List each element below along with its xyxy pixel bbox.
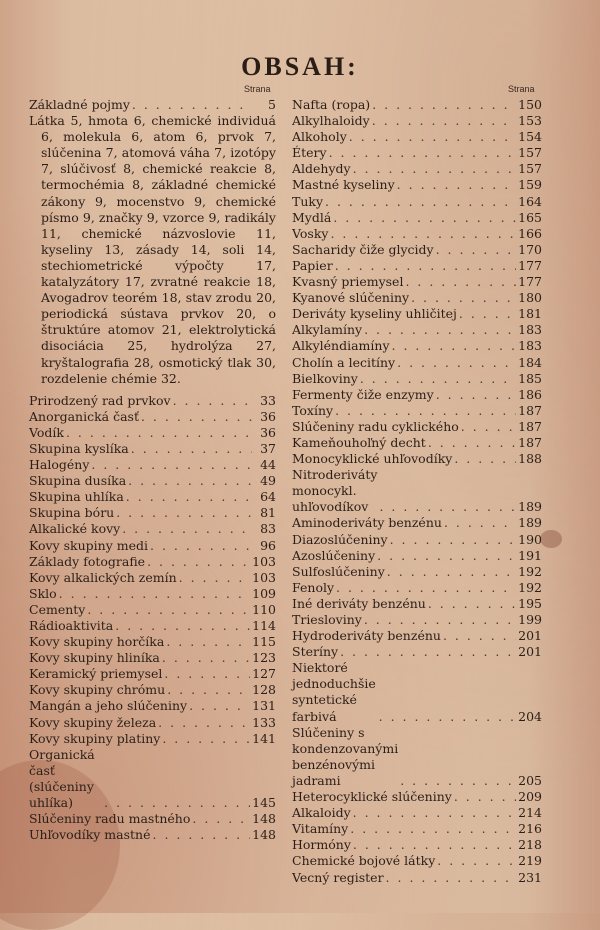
toc-entry-page: 189 [518,499,542,515]
toc-entry [292,97,542,113]
leader-dots [428,596,516,612]
toc-entry-label: Vitamíny [292,821,349,837]
toc-entry [29,538,276,554]
toc-entry-label: Alkoholy [292,129,347,145]
leader-dots [167,682,250,698]
toc-entry-page: 187 [518,418,542,434]
toc-entry [29,650,276,666]
leader-dots [147,554,250,570]
leader-dots [131,441,252,457]
toc-entry-page: 37 [260,440,276,456]
leader-dots [437,853,516,869]
toc-entry-label: Sklo [29,585,57,601]
toc-entry-label: Kovy skupiny chrómu [29,682,166,698]
toc-entry-label: Bielkoviny [292,370,358,386]
leader-dots [353,805,517,821]
toc-entry [292,210,542,226]
toc-entry-page: 141 [252,730,276,746]
leader-dots [397,355,516,371]
toc-entry-label: Mastné kyseliny [292,177,395,193]
toc-entry-label: Niektoré jednoduchšie syntetické farbivá [292,660,376,724]
toc-entry [292,821,542,837]
toc-entry [29,570,276,586]
toc-entry [292,805,542,821]
toc-entry [292,596,542,612]
toc-entry-page: 115 [252,634,276,650]
leader-dots [405,274,516,290]
toc-entry-page: 187 [518,434,542,450]
toc-entry-page: 190 [518,531,542,547]
toc-entry-page: 204 [518,708,542,724]
toc-entry-label: Kyanové slúčeniny [292,290,410,306]
toc-entry [292,322,542,338]
toc-entry-page: 180 [518,290,542,306]
leader-dots [173,393,252,409]
leader-dots [461,419,516,435]
leader-dots [372,113,516,129]
leader-dots [116,505,252,521]
toc-entry-page: 49 [260,473,276,489]
leader-dots [377,548,516,564]
toc-entry-label: Fenoly [292,579,335,595]
toc-entry-page: 114 [252,618,276,633]
toc-entry [29,554,276,570]
toc-entry-label: Skupina bóru [29,505,115,521]
toc-entry-page: 191 [518,547,542,563]
toc-entry-page: 177 [518,274,542,290]
toc-entry-label: Kovy skupiny horčíka [29,634,165,650]
leader-dots [379,709,517,725]
toc-entry-page: 164 [518,193,542,209]
toc-entry-label: Nitroderiváty monocykl. uhľovodíkov [292,467,378,515]
leader-dots [340,644,516,660]
toc-entry-page: 219 [518,853,542,869]
toc-right-list [292,97,542,886]
page-stain [540,530,562,548]
toc-entry-page: 186 [518,386,542,402]
toc-entry-page: 205 [518,772,542,788]
toc-entry-label: Rádioaktivita [29,618,114,633]
toc-entry [292,435,542,451]
toc-entry-label: Kvasný priemysel [292,274,404,290]
toc-entry [292,113,542,129]
toc-entry-label: Alkylamíny [292,322,363,338]
toc-entry-label: Alkylhaloidy [292,113,370,129]
toc-entry-page: 150 [518,97,542,112]
toc-entry-label: Steríny [292,644,339,660]
toc-entry [292,628,542,644]
toc-entry [29,682,276,698]
leader-dots [162,650,250,666]
toc-entry-label: Vecný register [292,869,384,885]
toc-entry-page: 185 [518,370,542,386]
toc-entry-page: 123 [252,650,276,666]
toc-entry-page: 148 [252,827,276,843]
leader-dots [436,387,516,403]
toc-entry-page: 187 [518,402,542,418]
toc-entry-label: Vodík [29,424,64,440]
toc-entry-label: Diazoslúčeniny [292,531,388,547]
toc-entry [29,811,276,827]
toc-entry-page: 183 [518,338,542,354]
toc-entry-page: 192 [518,563,542,579]
toc-entry [292,258,542,274]
toc-entry [292,419,542,435]
toc-entry-page: 96 [260,537,276,553]
toc-entry-page: 166 [518,225,542,241]
toc-entry [292,290,542,306]
toc-entry-label: Hydroderiváty benzénu [292,628,441,644]
leader-dots [443,628,516,644]
toc-entry [29,457,276,473]
toc-entry [292,451,542,467]
toc-entry-page: 103 [252,553,276,569]
toc-entry-page: 133 [252,714,276,730]
toc-entry [292,660,542,724]
toc-entry-page: 218 [518,837,542,853]
toc-entry [292,403,542,419]
toc-entry-label: Papier [292,257,333,273]
toc-entry-page: 199 [518,612,542,627]
toc-entry [29,827,276,843]
leader-dots [364,322,516,338]
toc-entry-page: 170 [518,241,542,257]
leader-dots [360,371,516,387]
leader-dots [349,129,516,145]
toc-entry-label: Slúčeniny radu cyklického [292,418,459,434]
toc-entry-label: Vosky [292,225,329,241]
toc-entry-page: 201 [518,644,542,660]
toc-entry-page: 5 [268,97,276,112]
leader-dots [386,870,517,886]
leader-dots [153,827,251,843]
toc-entry-page: 44 [260,457,276,473]
leader-dots [329,145,517,161]
toc-entry-label: Anorganická časť [29,408,139,424]
toc-entry-label: Fermenty čiže enzymy [292,386,434,402]
toc-entry-page: 181 [518,306,542,322]
toc-entry-label: Aminoderiváty benzénu [292,515,442,531]
toc-entry [292,274,542,290]
leader-dots [411,290,516,306]
leader-dots [335,258,516,274]
toc-entry [29,393,276,409]
toc-entry [29,618,276,634]
toc-entry [292,580,542,596]
toc-entry [29,666,276,682]
leader-dots [397,177,516,193]
leader-dots [128,473,252,489]
toc-entry-label: Triesloviny [292,612,362,627]
toc-entry-label: Kovy skupiny medi [29,537,149,553]
leader-dots [444,515,516,531]
leader-dots [91,457,252,473]
leader-dots [336,580,516,596]
leader-dots [104,795,250,811]
toc-entry-page: 153 [518,113,542,129]
toc-entry-label: Tuky [292,193,324,209]
toc-entry-page: 36 [260,408,276,424]
toc-entry [292,612,542,628]
leader-dots [372,97,516,113]
toc-left-column [29,97,276,843]
toc-entry-page: 231 [518,869,542,885]
toc-entry-label: Skupina kyslíka [29,440,129,456]
toc-entry-page: 165 [518,209,542,225]
toc-entry-page: 110 [252,601,276,617]
leader-dots [166,634,250,650]
toc-entry [29,489,276,505]
toc-right-column [292,97,542,886]
leader-dots [436,242,517,258]
toc-entry [292,306,542,322]
toc-entry-page: 214 [518,805,542,821]
toc-entry [29,97,276,113]
leader-dots [179,570,250,586]
toc-entry-label: Cholín a lecitíny [292,354,396,370]
toc-entry-page: 64 [260,489,276,505]
toc-entry-page: 127 [252,666,276,682]
toc-entry [29,698,276,714]
toc-entry [292,853,542,869]
leader-dots [87,602,250,618]
toc-entry-page: 201 [518,628,542,644]
toc-entry-page: 103 [252,569,276,585]
toc-entry-label: Slúčeniny radu mastného [29,811,191,827]
toc-entry [292,870,542,886]
toc-entry [29,586,276,602]
toc-entry [29,521,276,537]
toc-entry-label: Alkalické kovy [29,521,121,537]
leader-dots [459,306,516,322]
toc-entry-label: Skupina uhlíka [29,489,124,505]
toc-entry-label: Kovy alkalických zemín [29,569,177,585]
toc-entry-label: Monocyklické uhľovodíky [292,451,453,467]
toc-entry-page: 157 [518,161,542,177]
toc-entry-label: Hormóny [292,837,351,853]
toc-entry-label: Prirodzený rad prvkov [29,392,171,408]
leader-dots [141,409,252,425]
toc-entry [29,747,276,811]
toc-entry-label: Kovy skupiny hliníka [29,650,160,666]
toc-entry-label: Azoslúčeniny [292,547,376,563]
toc-entry [292,532,542,548]
toc-entry [29,602,276,618]
toc-entry-page: 128 [252,682,276,698]
leader-dots [353,161,517,177]
toc-entry-page: 184 [518,354,542,370]
page-title: OBSAH: [241,52,359,81]
leader-dots [454,789,516,805]
toc-entry [292,355,542,371]
toc-entry [29,731,276,747]
toc-entry-page: 131 [252,698,276,714]
toc-entry-label: Uhľovodíky mastné [29,827,151,843]
leader-dots [122,521,252,537]
toc-entry-label: Organická časť (slúčeniny uhlíka) [29,746,95,811]
toc-entry [292,242,542,258]
toc-entry-label: Kameňouhoľný decht [292,434,426,450]
toc-entry [292,515,542,531]
toc-entry-page: 81 [260,505,276,521]
toc-entry-label: Základy fotografie [29,553,146,569]
toc-entry-label: Étery [292,145,327,161]
toc-entry-label: Mydlá [292,209,332,225]
toc-entry-label: Aldehydy [292,161,351,177]
leader-dots [115,618,250,634]
right-page-column-label: Strana [508,84,535,94]
toc-entry-page: 36 [260,424,276,440]
toc-entry-page: 209 [518,789,542,805]
toc-entry-label: Nafta (ropa) [292,97,371,112]
leader-dots [333,210,516,226]
toc-entry [29,634,276,650]
toc-entry-page: 157 [518,145,542,161]
toc-entry-page: 188 [518,451,542,467]
toc-entry-page: 189 [518,515,542,531]
toc-entry-page: 83 [260,521,276,537]
toc-entry [29,441,276,457]
toc-entry [292,226,542,242]
toc-entry [292,725,542,789]
toc-entry-label: Skupina dusíka [29,473,127,489]
toc-entry-label: Sacharidy čiže glycidy [292,241,434,257]
leader-dots [364,612,516,628]
toc-entry-page: 177 [518,257,542,273]
leader-dots [189,698,250,714]
toc-entry [292,338,542,354]
toc-entry-page: 192 [518,579,542,595]
toc-entry [292,129,542,145]
toc-entry-label: Sulfoslúčeniny [292,563,385,579]
toc-entry [292,467,542,515]
toc-entry-label: Iné deriváty benzénu [292,595,426,611]
toc-entry-label: Chemické bojové látky [292,853,436,869]
toc-entry-page: 145 [252,795,276,811]
leader-dots [162,731,250,747]
toc-entry [292,789,542,805]
toc-entry-label: Halogény [29,457,90,473]
toc-entry [29,473,276,489]
toc-entry-page: 159 [518,177,542,193]
toc-entry-label: Slúčeniny s kondenzovanými benzénovými jadrami [292,724,399,788]
leader-dots [158,715,250,731]
toc-entry [292,371,542,387]
toc-entry [292,177,542,193]
leader-dots [132,97,252,113]
toc-entry-label: Heterocyklické slúčeniny [292,789,452,805]
leader-dots [400,773,516,789]
leader-dots [126,489,252,505]
toc-entry [292,194,542,210]
leader-dots [379,499,516,515]
leader-dots [164,666,250,682]
toc-entry [29,425,276,441]
toc-left-list [29,393,276,844]
leader-dots [150,538,252,554]
toc-entry-label: Mangán a jeho slúčeniny [29,698,188,714]
leader-dots [390,532,517,548]
toc-entry [292,145,542,161]
toc-entry [292,548,542,564]
leader-dots [325,194,516,210]
toc-entry-label: Deriváty kyseliny uhličitej [292,306,457,322]
toc-entry [292,564,542,580]
toc-entry-page: 33 [260,392,276,408]
toc-entry [292,161,542,177]
leader-dots [66,425,252,441]
toc-entry-page: 195 [518,595,542,611]
toc-entry-label: Cementy [29,601,86,617]
left-page-column-label: Strana [244,84,271,94]
leader-dots [392,338,517,354]
leader-dots [387,564,516,580]
intro-topics-text: Látka 5, hmota 6, chemické individuá 6, molekula 6, atom 6, prvok 7, slúčenina 7, atomová váha 7, izotópy 7, slúčivosť 8, chemické reakcie 8, termochémia 8, základné chemické zákony 9, mocenstvo 9, chemické písmo 9, značky 9, vzorce 9, radikály 11, chemické názvoslovie 11, kyseliny 13, zásady 14, soli 14, stechiometrické výpočty 17, katalyzátory 17, zvratné reakcie 18, Avogadrov teorém 18, stav zrodu 20, periodická sústava prvkov 20, o štruktúre atomov 21, elektrolytická disociácia 25, hydrolýza 27, kryštalografia 28, osmotický tlak 30, rozdelenie chémie 32. [29,113,276,386]
leader-dots [350,821,516,837]
toc-entry [292,837,542,853]
toc-entry-page: 183 [518,322,542,338]
leader-dots [192,811,250,827]
toc-entry-label: Toxíny [292,402,334,418]
toc-entry-page: 216 [518,821,542,837]
toc-entry [29,409,276,425]
leader-dots [353,837,516,853]
leader-dots [335,403,516,419]
leader-dots [454,451,516,467]
toc-entry [292,644,542,660]
toc-entry-label: Základné pojmy [29,97,130,112]
toc-entry [29,715,276,731]
leader-dots [428,435,516,451]
toc-entry-page: 154 [518,129,542,145]
toc-entry-label: Kovy skupiny železa [29,714,157,730]
leader-dots [59,586,250,602]
toc-entry-label: Alkaloidy [292,805,351,821]
toc-entry-page: 148 [252,811,276,827]
toc-entry-label: Alkyléndiamíny [292,338,390,354]
toc-entry [292,387,542,403]
leader-dots [330,226,516,242]
toc-entry [29,505,276,521]
intro-topics-paragraph [29,113,276,387]
toc-entry-label: Kovy skupiny platiny [29,730,161,746]
toc-entry-label: Keramický priemysel [29,666,163,682]
toc-entry-page: 109 [252,585,276,601]
